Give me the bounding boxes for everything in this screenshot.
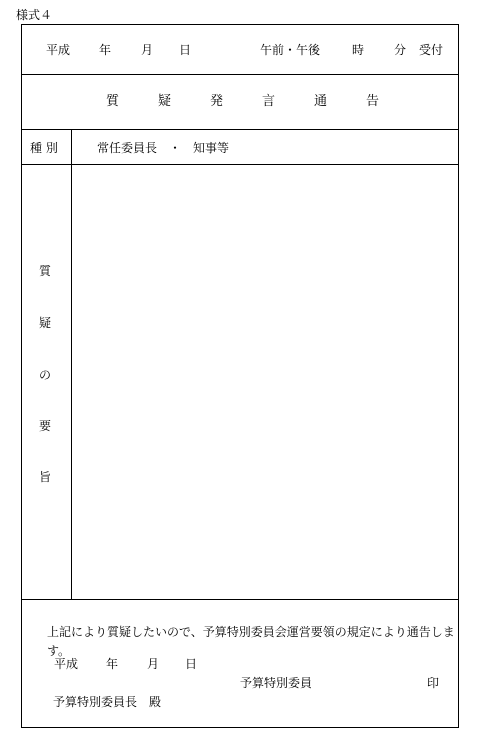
form-number: 様式４ — [16, 8, 53, 22]
title-char: 質 — [106, 94, 120, 109]
row-divider — [22, 74, 458, 75]
footer-year-unit: 年 — [106, 657, 119, 671]
question-gist-area[interactable] — [73, 165, 458, 598]
question-label-char: 質 — [38, 264, 51, 278]
header-ampm: 午前・午後 — [260, 43, 321, 57]
question-notice-form — [21, 24, 459, 728]
header-year-unit: 年 — [99, 43, 112, 57]
category-value: 常任委員長 ・ 知事等 — [97, 141, 230, 155]
title-char: 言 — [262, 94, 276, 109]
footer-member-label: 予算特別委員 — [240, 676, 313, 690]
category-label: 種 別 — [30, 141, 58, 155]
header-minute-unit: 分 — [394, 43, 407, 57]
title-char: 発 — [210, 94, 224, 109]
question-label-char: 要 — [38, 419, 51, 433]
footer-era: 平成 — [54, 657, 79, 671]
question-label-char: 旨 — [38, 470, 51, 484]
row-divider — [22, 129, 458, 130]
title-char: 疑 — [158, 94, 172, 109]
header-era: 平成 — [46, 43, 71, 57]
footer-day-unit: 日 — [185, 657, 198, 671]
header-hour-unit: 時 — [352, 43, 365, 57]
footer-seal: 印 — [427, 676, 440, 690]
footer-month-unit: 月 — [147, 657, 160, 671]
header-received: 受付 — [419, 43, 444, 57]
header-month-unit: 月 — [141, 43, 154, 57]
footer-addressee: 予算特別委員長 殿 — [53, 695, 162, 709]
title-char: 通 — [314, 94, 328, 109]
question-label-char: の — [38, 368, 51, 382]
column-divider — [71, 129, 72, 599]
header-day-unit: 日 — [179, 43, 192, 57]
title-char: 告 — [366, 94, 380, 109]
row-divider — [22, 599, 458, 600]
question-label-char: 疑 — [38, 316, 51, 330]
footer-notice: 上記により質疑したいので、予算特別委員会運営要領の規定により通告します。 — [47, 625, 455, 658]
